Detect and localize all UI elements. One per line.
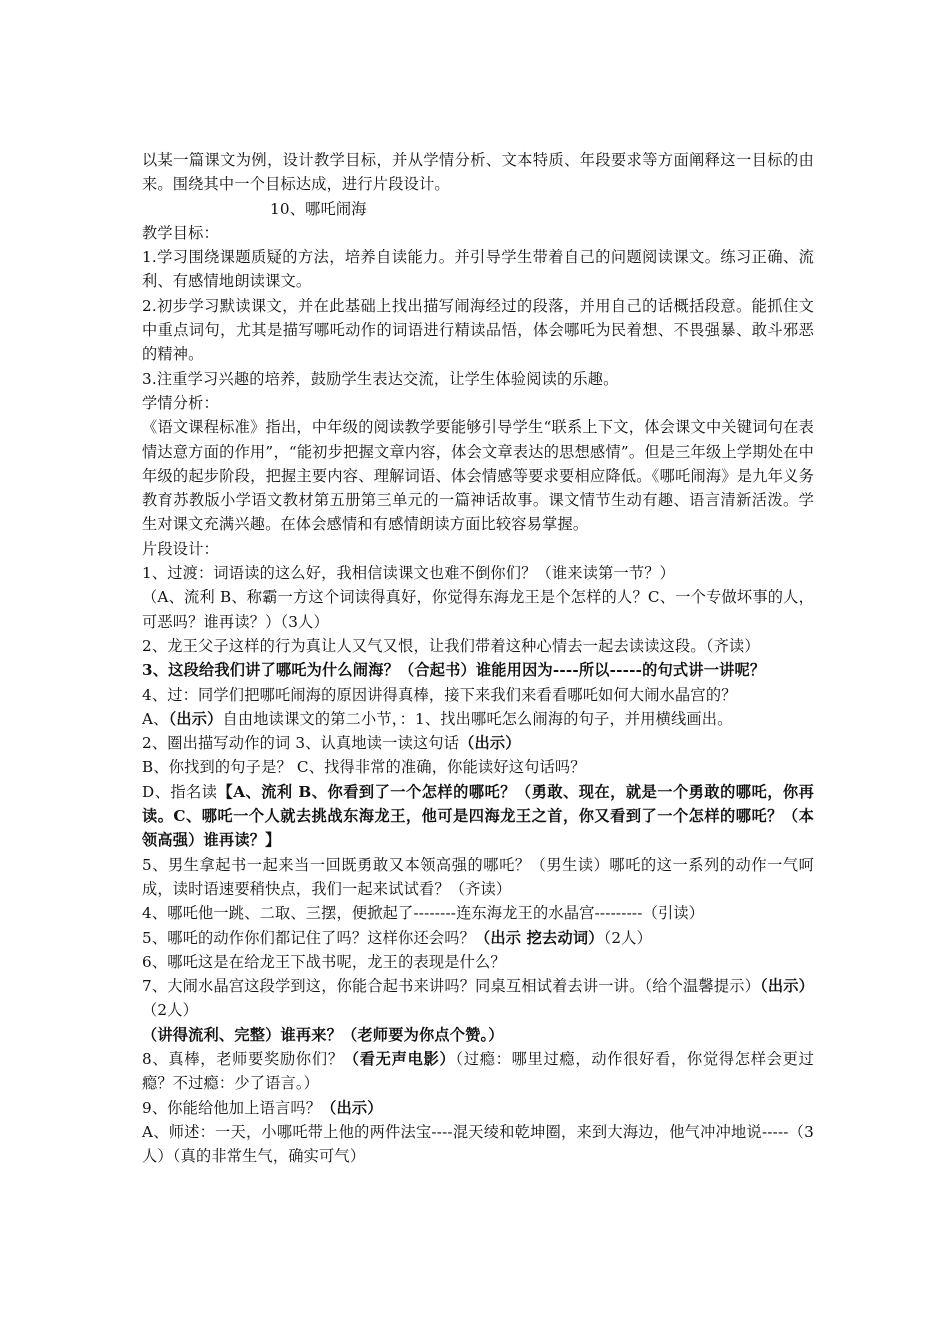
step-5-again-count: （2人） [603, 928, 653, 947]
step-5: 5、男生拿起书一起来当一回既勇敢又本领高强的哪吒？（男生读）哪吒的这一系列的动作一气呵成，读时语速要稍快点，我们一起来试试看？（齐读） [142, 855, 814, 898]
objectives-heading: 教学目标： [142, 223, 219, 242]
step-4a [142, 707, 814, 731]
design-heading: 片段设计： [142, 539, 219, 558]
step-4-2-show: （出示） [459, 734, 521, 753]
step-4-2-text: 2、圈出描写动作的词 3、认真地读一读这句话 [142, 734, 460, 753]
objective-3: 3.注重学习兴趣的培养，鼓励学生表达交流，让学生体验阅读的乐趣。 [142, 369, 619, 388]
step-5-again [142, 926, 814, 950]
step-4-again: 4、哪吒他一跳、二取、三摆，便掀起了--------连东海龙王的水晶宫---------（引读） [142, 904, 705, 923]
document-page [142, 148, 814, 1168]
step-9-text: 9、你能给他加上语言吗？ [142, 1098, 322, 1117]
step-4: 4、过：同学们把哪吒闹海的原因讲得真棒，接下来我们来看看哪吒如何大闹水晶宫的？ [142, 685, 737, 704]
step-6: 6、哪吒这是在给龙王下战书呢，龙王的表现是什么？ [142, 952, 506, 971]
step-7-count: （2人） [142, 1001, 199, 1020]
step-4-d-prefix: D、指名读 [142, 782, 218, 801]
objective-1: 1.学习围绕课题质疑的方法，培养自读能力。并引导学生带着自己的问题阅读课文。练习正确、流利、有感情地朗读课文。 [142, 248, 814, 291]
step-8-note: （过瘾：哪里过瘾，动作很好看，你觉得怎样会更过瘾？不过瘾：少了语言。） [142, 1049, 815, 1093]
step-7 [142, 974, 814, 1023]
lesson-title: 10、哪吒闹海 [270, 199, 367, 218]
step-8-show: （看无声电影） [343, 1049, 456, 1068]
step-9-show: （出示） [321, 1098, 383, 1117]
step-5-again-show: （出示 挖去动词） [475, 928, 604, 947]
step-5-again-text: 5、哪吒的动作你们都记住了吗？这样你还会吗？ [142, 928, 476, 947]
intro-paragraph: 以某一篇课文为例，设计教学目标，并从学情分析、文本特质、年段要求等方面阐释这一目标的由来。围绕其中一个目标达成，进行片段设计。 [142, 151, 814, 194]
step-7-show: （出示） [760, 977, 815, 996]
step-4a-prefix: A、 [142, 709, 169, 728]
objective-2: 2.初步学习默读课文，并在此基础上找出描写闹海经过的段落，并用自己的话概括段意。能抓住文中重点词句，尤其是描写哪吒动作的词语进行精读品悟，体会哪吒为民着想、不畏强暴、敢斗邪恶的精神。 [142, 296, 814, 364]
analysis-heading: 学情分析： [142, 393, 219, 412]
step-8-text: 8、真棒，老师要奖励你们？ [142, 1049, 344, 1068]
step-1-detail: （A、流利 B、称霸一方这个词读得真好，你觉得东海龙王是个怎样的人？C、一个专做坏事的人，可恶吗？谁再读？）（3人） [142, 588, 814, 631]
analysis-body: 《语文课程标准》指出，中年级的阅读教学要能够引导学生“联系上下文，体会课文中关键词句在表情达意方面的作用”，“能初步把握文章内容，体会文章表达的思想感情”。但是三年级上学期处在中年级的起步阶段，把握主要内容、理解词语、体会情感等要求要相应降低。《哪吒闹海》是九年义务教育苏教版小学语文教材第五册第三单元的一篇神话故事。课文情节生动有趣、语言清新活泼。学生对课文充满兴趣。在体会感情和有感情朗读方面比较容易掌握。 [142, 418, 814, 534]
step-4a-text: 自由地读课文的第二小节，：1、找出哪吒怎么闹海的句子，并用横线画出。 [222, 709, 733, 728]
step-1: 1、过渡：词语读的这么好，我相信读课文也难不倒你们？（谁来读第一节？） [142, 564, 676, 583]
step-9-a: A、师述：一天，小哪吒带上他的两件法宝----混天绫和乾坤圈，来到大海边，他气冲冲地说-----（3人）（真的非常生气，确实可气） [142, 1122, 814, 1166]
step-2: 2、龙王父子这样的行为真让人又气又恨，让我们带着这种心情去一起去读读这段。（齐读） [142, 636, 760, 655]
step-7-text: 7、大闹水晶宫这段学到这，你能合起书来讲吗？同桌互相试着去讲一讲。（给个温馨提示） [142, 977, 761, 996]
step-9 [142, 1096, 814, 1120]
step-7-praise: （讲得流利、完整）谁再来？（老师要为你点个赞。） [142, 1025, 504, 1044]
step-4-2 [142, 731, 814, 755]
step-4-d-bracket: 【A、流利 B、你看到了一个怎样的哪吒？（勇敢、现在，就是一个勇敢的哪吒，你再读。C、哪吒一个人就去挑战东海龙王，他可是四海龙王之首，你又看到了一个怎样的哪吒？（本领高强）谁再读？】 [142, 782, 814, 850]
step-4-b: B、你找到的句子是？ C、找得非常的准确，你能读好这句话吗？ [142, 758, 586, 777]
step-8 [142, 1047, 814, 1096]
step-4-d [142, 780, 814, 853]
step-4a-show: （出示） [168, 709, 223, 728]
step-3: 3、这段给我们讲了哪吒为什么闹海？（合起书）谁能用因为----所以-----的句式讲一讲呢？ [142, 661, 766, 680]
